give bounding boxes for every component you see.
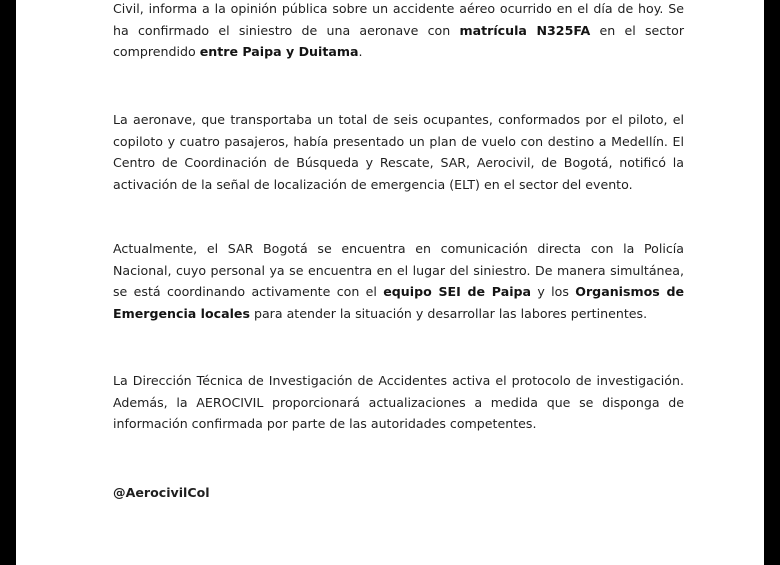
paragraph-aircraft-details: La aeronave, que transportaba un total de seis ocupantes, conformados por el piloto, el copiloto y cuatro pasajeros, había presentado un plan de vuelo con destino a Medellín. El Centro de Coordinación de Búsqueda y Rescate, SAR, Aerocivil, de Bogotá, notificó la activación de la señal de localización de emergencia (ELT) en el sector del evento. <box>113 112 684 192</box>
paragraph-text: . <box>358 44 363 59</box>
paragraph-text: y los <box>531 284 576 299</box>
paragraph-text: para atender la situación y desarrollar las labores pertinentes. <box>249 305 648 321</box>
paragraph-text: Actualmente, el SAR Bogotá se encuentra en comunicación directa con la Policía Nacional, cuyo personal ya se encuentra en el lugar del siniestro. De manera simultánea, se está coordinando activamente con el <box>113 241 684 299</box>
paragraph-text: Civil, informa a la opinión pública sobre un accidente aéreo ocurrido en el día de hoy. Se ha confirmado el siniestro de una aeronave con <box>113 1 684 38</box>
paragraph-text: en el sector comprendido <box>113 22 685 59</box>
social-handle: @AerocivilCol <box>113 485 210 500</box>
document-page <box>16 0 764 565</box>
paragraph-investigation: La Dirección Técnica de Investigación de Accidentes activa el protocolo de investigación. Además, la AEROCIVIL proporcionará actualizaciones a medida que se disponga de información confirmada por parte de las autoridades competentes. <box>113 373 684 431</box>
paragraph-accident-report <box>113 0 684 63</box>
bold-location: entre Paipa y Duitama <box>199 44 359 59</box>
bold-sei-team: equipo SEI de Paipa <box>383 284 532 299</box>
paragraph-coordination <box>113 238 684 324</box>
bold-emergency-organisms: Organismos de Emergencia locales <box>113 284 685 321</box>
bold-registration: matrícula N325FA <box>459 22 591 38</box>
